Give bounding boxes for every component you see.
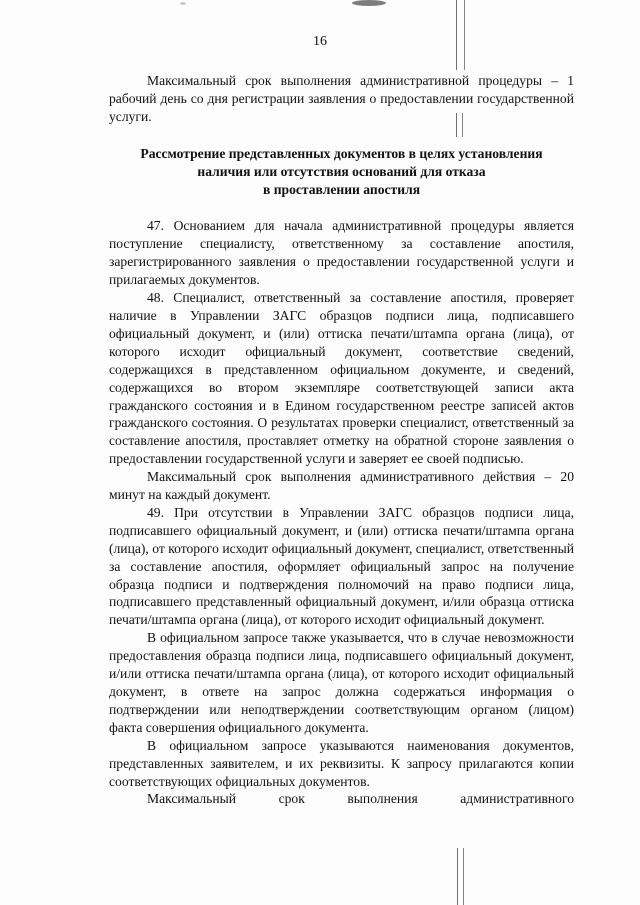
document-body bbox=[109, 72, 574, 808]
scan-artifact bbox=[457, 848, 458, 905]
paragraph-49-term-start: Максимальный срок выполнения административного bbox=[147, 791, 574, 807]
paragraph-49-names: В официальном запросе указываются наименования документов, представленных заявителем, и их реквизиты. К запросу прилагаются копии соответствующих официальных документов. bbox=[109, 737, 574, 789]
scan-artifact bbox=[352, 0, 386, 6]
scan-artifact bbox=[463, 848, 464, 905]
paragraph-47: 47. Основанием для начала административной процедуры является поступление специалисту, ответственному за составление апостиля, зарегистрированного заявления о предоставлении государственной услуги и прилагаемых документов. bbox=[109, 218, 574, 288]
paragraph-48-term: Максимальный срок выполнения административного действия – 20 минут на каждый документ. bbox=[109, 469, 574, 503]
paragraph-48: 48. Специалист, ответственный за составление апостиля, проверяет наличие в Управлении ЗАГС образцов подписи лица, подписавшего официальный документ, и (или) оттиска печати/штампа органа (лица), от которого исходит официальный документ, соответствие сведений, содержащихся в представленном официальном документе, и сведений, содержащихся во втором экземпляре соответствующей записи акта гражданского состояния и в Едином государственном реестре записей актов гражданского состояния. О результатах проверки специалист, ответственный за составление апостиля, проставляет отметку на обратной стороне заявления о предоставлении государственной услуги и заверяет ее своей подписью. bbox=[109, 290, 574, 467]
section-heading-line: Рассмотрение представленных документов в целях установления bbox=[140, 145, 543, 161]
paragraph-49: 49. При отсутствии в Управлении ЗАГС образцов подписи лица, подписавшего официальный документ, и (или) оттиска печати/штампа органа (лица), от которого исходит официальный документ, специалист, ответственный за составление апостиля, оформляет официальный запрос на получение образца подписи и подтверждения полномочий на право подписи лица, подписавшего представленный официальный документ, и/или образца оттиска печати/штампа органа (лица), от которого исходит официальный документ. bbox=[109, 504, 574, 628]
paragraph-49-request: В официальном запросе также указывается, что в случае невозможности предоставления образца подписи лица, подписавшего официальный документ, и/или оттиска печати/штампа органа (лица), от которого исходит официальный документ, в ответе на запрос должна содержаться информация о подтверждении или неподтверждении соответствующим органом (лицом) факта совершения официального документа. bbox=[109, 630, 574, 735]
section-heading-line: в проставлении апостиля bbox=[262, 181, 421, 197]
page-number: 16 bbox=[313, 34, 327, 49]
scan-artifact bbox=[180, 2, 186, 5]
section-heading bbox=[109, 145, 574, 199]
section-heading-line: наличия или отсутствия оснований для отказа bbox=[197, 163, 486, 179]
paragraph-intro-term: Максимальный срок выполнения административной процедуры – 1 рабочий день со дня регистрации заявления о предоставлении государственной услуги. bbox=[109, 73, 574, 124]
